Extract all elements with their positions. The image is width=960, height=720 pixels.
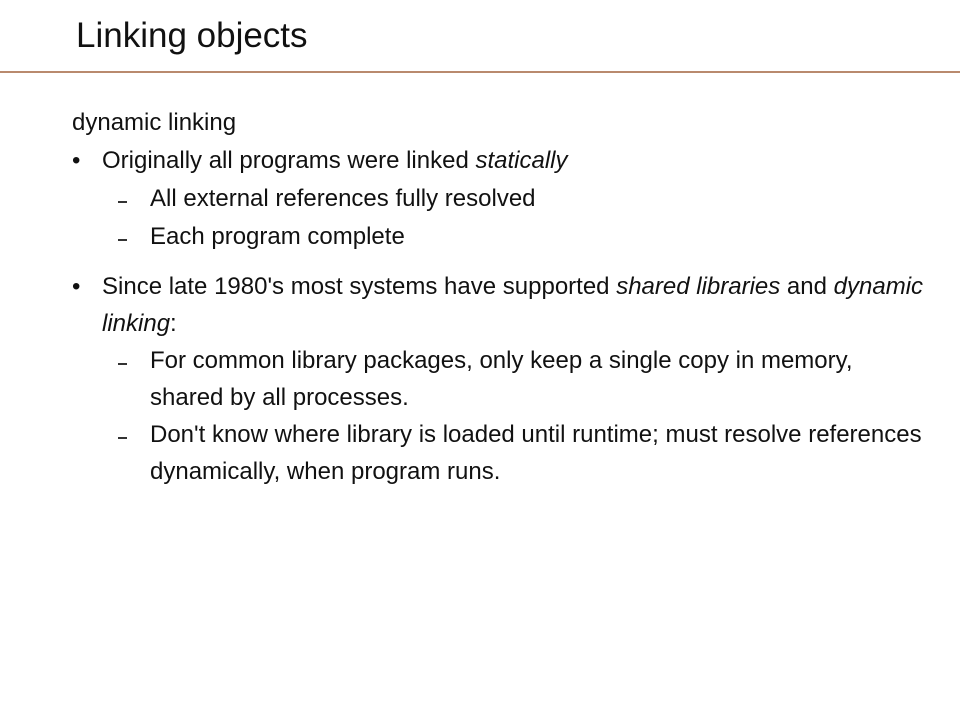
- bullet-text: Since late 1980's most systems have supported: [102, 273, 617, 300]
- slide-title: Linking objects: [76, 16, 308, 55]
- sub-bullet: [72, 416, 932, 490]
- bullet-emphasis: dynamic linking: [102, 273, 924, 337]
- bullet-static-linking: [72, 142, 932, 180]
- sub-bullet-text: For common library packages, only keep a single copy in memory, shared by all processes.: [150, 347, 853, 411]
- bullet-text: :: [170, 310, 177, 337]
- sub-bullet: [72, 218, 932, 256]
- sub-bullet-text: Each program complete: [150, 223, 405, 250]
- spacer: [72, 256, 932, 268]
- bullet-emphasis: shared libraries: [616, 273, 781, 300]
- sub-bullet: [72, 180, 932, 218]
- bullet-text: and: [780, 273, 834, 300]
- sub-bullet-text: Don't know where library is loaded until runtime; must resolve references dynamically, when program runs.: [150, 421, 922, 485]
- bullet-text: Originally all programs were linked: [102, 147, 476, 174]
- section-heading: dynamic linking: [72, 109, 237, 136]
- dash-marker: [118, 437, 127, 439]
- dash-marker: [118, 201, 127, 203]
- title-divider: [0, 71, 960, 73]
- dash-marker: [118, 363, 127, 365]
- bullet-emphasis: statically: [475, 147, 568, 174]
- bullet-shared-libraries: [72, 268, 932, 342]
- bullet-marker: •: [72, 147, 81, 174]
- sub-bullet: [72, 342, 932, 416]
- dash-marker: [118, 239, 127, 241]
- sub-bullet-text: All external references fully resolved: [150, 185, 536, 212]
- slide-body: [72, 104, 932, 490]
- bullet-marker: •: [72, 273, 81, 300]
